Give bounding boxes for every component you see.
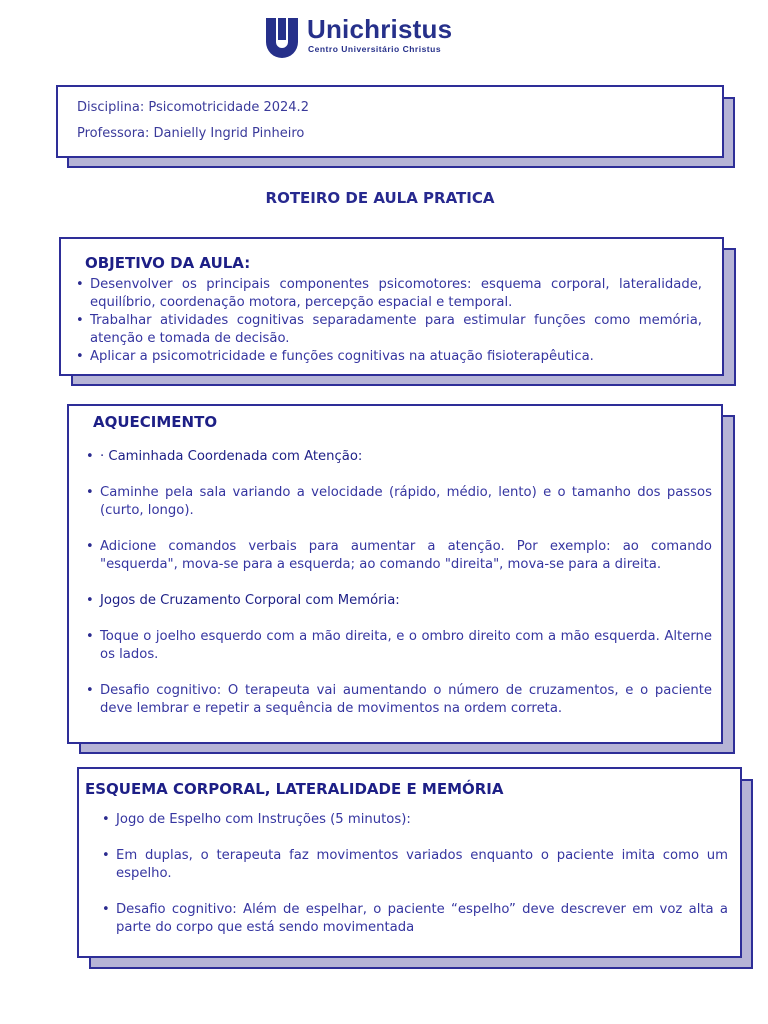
logo-name: Unichristus — [307, 14, 453, 44]
list-item: • Adicione comandos verbais para aumentar a atenção. Por exemplo: ao comando "esquerda", mova-se para a esquerda; ao comando "direita", mova-se para a direita. — [100, 538, 712, 574]
list-item: • Aplicar a psicomotricidade e funções cognitivas na atuação fisioterapêutica. — [90, 348, 702, 366]
discipline-text: Disciplina: Psicomotricidade 2024.2 — [77, 100, 309, 115]
list-item: • Em duplas, o terapeuta faz movimentos variados enquanto o paciente imita como um espelho. — [116, 847, 728, 883]
list-item: • Desenvolver os principais componentes psicomotores: esquema corporal, lateralidade, equilíbrio, coordenação motora, percepção espacial e temporal. — [90, 276, 702, 312]
list-item: • Caminhe pela sala variando a velocidade (rápido, médio, lento) e o tamanho dos passos (curto, longo). — [100, 484, 712, 520]
list-item: • Jogo de Espelho com Instruções (5 minutos): — [116, 811, 728, 829]
body-scheme-list — [116, 811, 728, 937]
document-title: ROTEIRO DE AULA PRATICA — [265, 189, 495, 207]
list-item: • Toque o joelho esquerdo com a mão direita, e o ombro direito com a mão esquerda. Alterne os lados. — [100, 628, 712, 664]
warmup-heading: AQUECIMENTO — [93, 413, 218, 431]
list-item: • Desafio cognitivo: Além de espelhar, o paciente “espelho” deve descrever em voz alta a parte do corpo que está sendo movimentada — [116, 901, 728, 937]
list-item: • Desafio cognitivo: O terapeuta vai aumentando o número de cruzamentos, e o paciente deve lembrar e repetir a sequência de movimentos na ordem correta. — [100, 682, 712, 718]
list-item: • Trabalhar atividades cognitivas separadamente para estimular funções como memória, atenção e tomada de decisão. — [90, 312, 702, 348]
list-item: • Jogos de Cruzamento Corporal com Memória: — [100, 592, 712, 610]
list-item: • · Caminhada Coordenada com Atenção: — [100, 448, 712, 466]
unichristus-logo-icon — [264, 16, 300, 58]
body-scheme-heading: ESQUEMA CORPORAL, LATERALIDADE E MEMÓRIA — [85, 780, 504, 798]
objective-list — [90, 276, 702, 366]
professor-text: Professora: Danielly Ingrid Pinheiro — [77, 126, 305, 141]
warmup-list — [100, 448, 712, 718]
logo-subtitle: Centro Universitário Christus — [308, 44, 442, 54]
objective-heading: OBJETIVO DA AULA: — [85, 254, 251, 272]
